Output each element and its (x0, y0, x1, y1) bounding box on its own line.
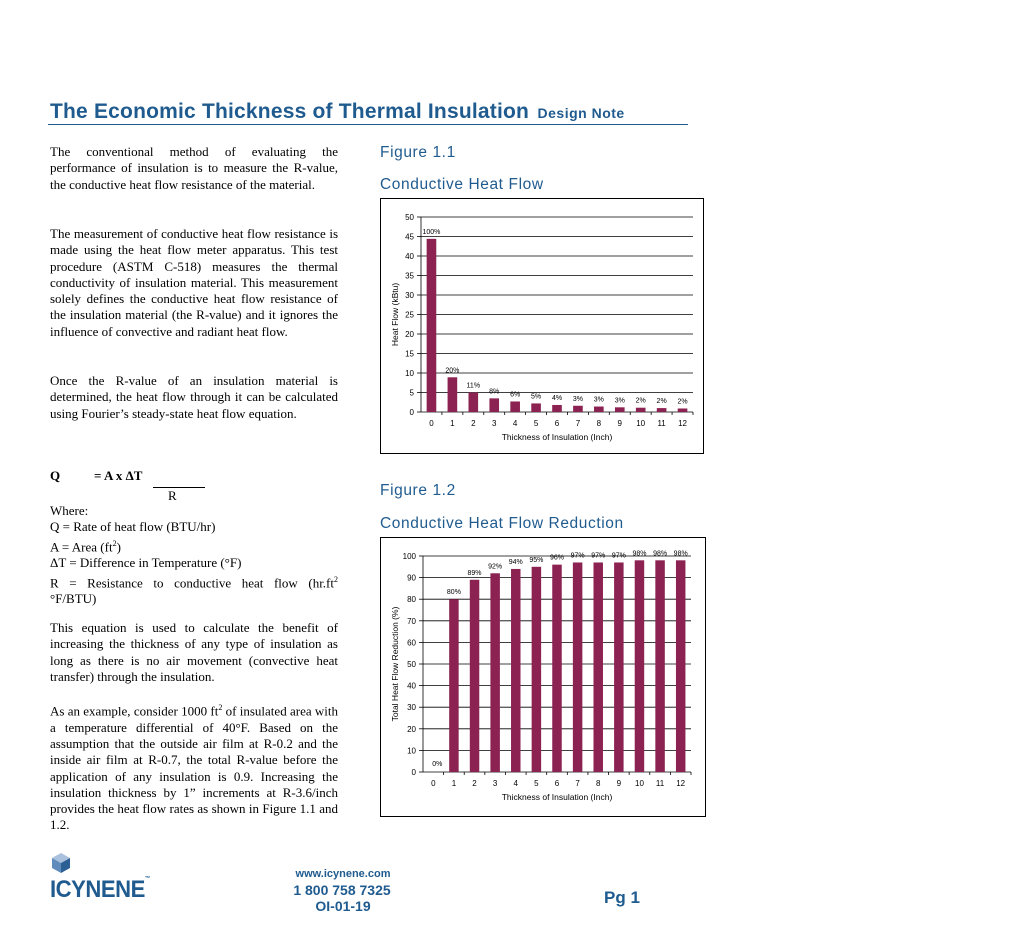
heat-flow-xtick-label: 2 (471, 419, 476, 428)
reduction-data-label: 97% (591, 552, 606, 560)
reduction-xtick-label: 2 (472, 779, 477, 788)
reduction-data-label: 98% (653, 550, 668, 558)
reduction-ytick-label: 30 (407, 703, 416, 713)
footer-code: OI-01-19 (315, 898, 371, 914)
reduction-data-label: 95% (529, 556, 544, 564)
heat-flow-xtick-label: 7 (575, 419, 581, 428)
heat-flow-ytick-label: 25 (405, 310, 414, 320)
reduction-bar (532, 567, 541, 772)
heat-flow-bar (468, 393, 478, 413)
heat-flow-ytick-label: 20 (405, 330, 414, 339)
heat-flow-bar (657, 408, 667, 412)
reduction-xtick-label: 6 (554, 779, 560, 788)
reduction-bar (614, 562, 623, 772)
def-dt: ΔT = Difference in Temperature (°F) (50, 555, 242, 571)
figure-2-label: Figure 1.2 (380, 482, 456, 499)
equation-denominator: R (168, 488, 177, 503)
reduction-ytick-label: 10 (407, 746, 416, 756)
reduction-ytick-label: 50 (407, 660, 416, 669)
paragraph-3: Once the R-value of an insulation material is determined, the heat flow through it can be calculated using Fourier’s steady-state heat flow equation. (50, 373, 338, 421)
heat-flow-xtick-label: 4 (512, 419, 518, 428)
reduction-data-label: 0% (432, 761, 443, 768)
reduction-bar (655, 560, 664, 772)
heat-flow-ytick-label: 35 (405, 271, 414, 281)
reduction-data-label: 97% (570, 552, 585, 560)
heat-flow-bar (427, 239, 437, 412)
heat-flow-xtick-label: 6 (554, 419, 560, 428)
reduction-xtick-label: 9 (616, 779, 622, 788)
title-rule (48, 124, 688, 125)
figure-1-caption: Conductive Heat Flow (380, 176, 544, 193)
heat-flow-data-label: 100% (422, 228, 441, 236)
reduction-ytick-label: 20 (407, 724, 416, 734)
reduction-bar (470, 580, 479, 772)
def-r: R = Resistance to conductive heat flow ($hr.ft^2$ (50, 574, 338, 590)
heat-flow-bar (510, 401, 520, 412)
heat-flow-ytick-label: 45 (405, 232, 414, 242)
heat-flow-x-axis-label: Thickness of Insulation (Inch) (501, 432, 613, 442)
definitions (50, 503, 338, 607)
equation-numerator: = A x ΔT (94, 468, 143, 483)
reduction-xtick-label: 10 (635, 779, 644, 788)
def-r-end: °F/BTU) (50, 591, 97, 607)
heat-flow-data-label: 8% (489, 388, 500, 396)
reduction-data-label: 96% (549, 554, 565, 562)
reduction-bar (573, 562, 582, 772)
reduction-ytick-label: 60 (407, 638, 416, 648)
heat-flow-data-label: 20% (445, 367, 460, 375)
heat-flow-data-label: 6% (510, 391, 521, 399)
heat-flow-ytick-label: 10 (405, 369, 414, 378)
reduction-bar (635, 560, 644, 772)
heat-flow-ytick-label: 0 (409, 408, 414, 417)
heat-flow-ytick-label: 15 (405, 349, 414, 359)
reduction-ytick-label: 80 (407, 595, 416, 605)
heat-flow-xtick-label: 3 (492, 419, 497, 428)
reduction-bar (552, 565, 561, 772)
heat-flow-data-label: 3% (572, 395, 583, 403)
heat-flow-xtick-label: 8 (596, 419, 602, 428)
heat-flow-xtick-label: 1 (450, 419, 455, 428)
heat-flow-data-label: 4% (551, 394, 563, 402)
heat-flow-data-label: 2% (656, 398, 667, 406)
chart-heat-flow-reduction-svg (381, 538, 705, 816)
heat-flow-data-label: 11% (466, 382, 481, 390)
reduction-xtick-label: 0 (431, 779, 436, 788)
cube-logo-icon (51, 852, 71, 874)
heat-flow-ytick-label: 50 (405, 213, 414, 222)
paragraph-1: The conventional method of evaluating the performance of insulation is to measure the R-value, the conductive heat flow resistance of the material. (50, 144, 338, 192)
reduction-xtick-label: 4 (513, 779, 518, 788)
paragraph-5: As an example, consider 1000 $ft^2$ of insulated area with a temperature differential of 40°F. Based on the assumption that the outside air film at R-0.2 and the inside air film at R-0.7, the total R-value before the application of any insulation is 0.9. Increasing the insulation thickness by 1” increments at R-3.6/inch provides the heat flow rates as shown in Figure 1.1 and 1.2. (50, 703, 339, 833)
page-title (50, 100, 690, 124)
reduction-y-axis-label: Total Heat Flow Reduction (%) (390, 606, 400, 722)
reduction-xtick-label: 8 (596, 779, 601, 788)
footer-url[interactable]: www.icynene.com (295, 868, 391, 880)
heat-flow-bar (489, 398, 499, 412)
reduction-data-label: 98% (632, 550, 647, 558)
reduction-data-label: 92% (488, 563, 503, 571)
heat-flow-xtick-label: 5 (533, 419, 539, 428)
reduction-xtick-label: 5 (534, 779, 539, 788)
reduction-xtick-label: 12 (676, 779, 686, 788)
heat-flow-ytick-label: 40 (405, 252, 414, 261)
heat-flow-y-axis-label: Heat Flow (kBtu) (390, 282, 400, 347)
heat-flow-ytick-label: 5 (409, 388, 414, 398)
company-logo: ICYNENE™ (50, 876, 150, 903)
title-main: The Economic Thickness of Thermal Insulation (50, 100, 530, 123)
reduction-ytick-label: 40 (407, 681, 416, 691)
chart-heat-flow (380, 198, 704, 454)
heat-flow-data-label: 5% (531, 393, 542, 401)
reduction-xtick-label: 1 (451, 779, 457, 788)
equation-fraction-bar (153, 487, 205, 488)
figure-1-label: Figure 1.1 (380, 144, 456, 161)
paragraph-2: The measurement of conductive heat flow resistance is made using the heat flow meter apparatus. This test procedure (ASTM C-518) measures the thermal conductivity of insulation material. This measurement solely defines the conductive heat flow resistance of the insulation material (the R-value) and it ignores the influence of convective and radiant heat flow. (50, 226, 338, 339)
equation-q: Q (50, 468, 61, 483)
reduction-xtick-label: 3 (492, 779, 498, 788)
reduction-ytick-label: 100 (402, 552, 416, 561)
reduction-bar (449, 599, 458, 772)
reduction-data-label: 89% (467, 569, 482, 577)
heat-flow-bar (594, 407, 604, 412)
footer-phone: 1 800 758 7325 (293, 882, 391, 898)
def-a: A = Area $(ft^2)$ (50, 538, 121, 554)
heat-flow-data-label: 3% (593, 396, 604, 404)
title-subtitle: Design Note (537, 105, 625, 121)
reduction-xtick-label: 7 (575, 779, 580, 788)
reduction-bar (593, 562, 602, 772)
reduction-bar (490, 573, 499, 772)
reduction-bar (511, 569, 520, 772)
def-q: Q = Rate of heat flow (BTU/hr) (50, 519, 216, 535)
chart-heat-flow-reduction (380, 537, 706, 817)
heat-flow-xtick-label: 0 (429, 419, 434, 428)
page-number: Pg 1 (604, 888, 640, 907)
heat-flow-xtick-label: 10 (636, 419, 646, 428)
figure-2-caption: Conductive Heat Flow Reduction (380, 515, 624, 532)
reduction-xtick-label: 11 (655, 779, 665, 788)
reduction-ytick-label: 90 (407, 573, 416, 583)
heat-flow-ytick-label: 30 (405, 291, 414, 300)
heat-flow-bar (636, 408, 646, 412)
reduction-data-label: 97% (611, 552, 626, 560)
reduction-data-label: 80% (446, 589, 461, 597)
paragraph-4: This equation is used to calculate the benefit of increasing the thickness of any type of insulation as long as there is no air movement (convective heat transfer) through the insulation. (50, 620, 338, 684)
reduction-x-axis-label: Thickness of Insulation (Inch) (501, 792, 613, 802)
heat-flow-xtick-label: 9 (617, 419, 622, 428)
reduction-data-label: 94% (508, 558, 523, 566)
reduction-data-label: 98% (673, 550, 688, 558)
heat-flow-xtick-label: 12 (678, 419, 687, 428)
heat-flow-bar (678, 408, 688, 412)
reduction-ytick-label: 70 (407, 616, 416, 626)
heat-flow-bar (552, 405, 562, 412)
heat-flow-bar (573, 406, 583, 412)
reduction-ytick-label: 0 (411, 768, 416, 777)
heat-flow-data-label: 2% (677, 398, 688, 406)
reduction-bar (676, 560, 685, 772)
heat-flow-bar (531, 403, 541, 412)
where-label: Where: (50, 503, 89, 518)
heat-flow-bar (448, 377, 458, 412)
chart-heat-flow-svg (381, 199, 703, 453)
heat-flow-xtick-label: 11 (657, 419, 666, 428)
heat-flow-data-label: 3% (614, 397, 625, 405)
heat-flow-bar (615, 407, 625, 412)
heat-flow-data-label: 2% (635, 397, 646, 405)
